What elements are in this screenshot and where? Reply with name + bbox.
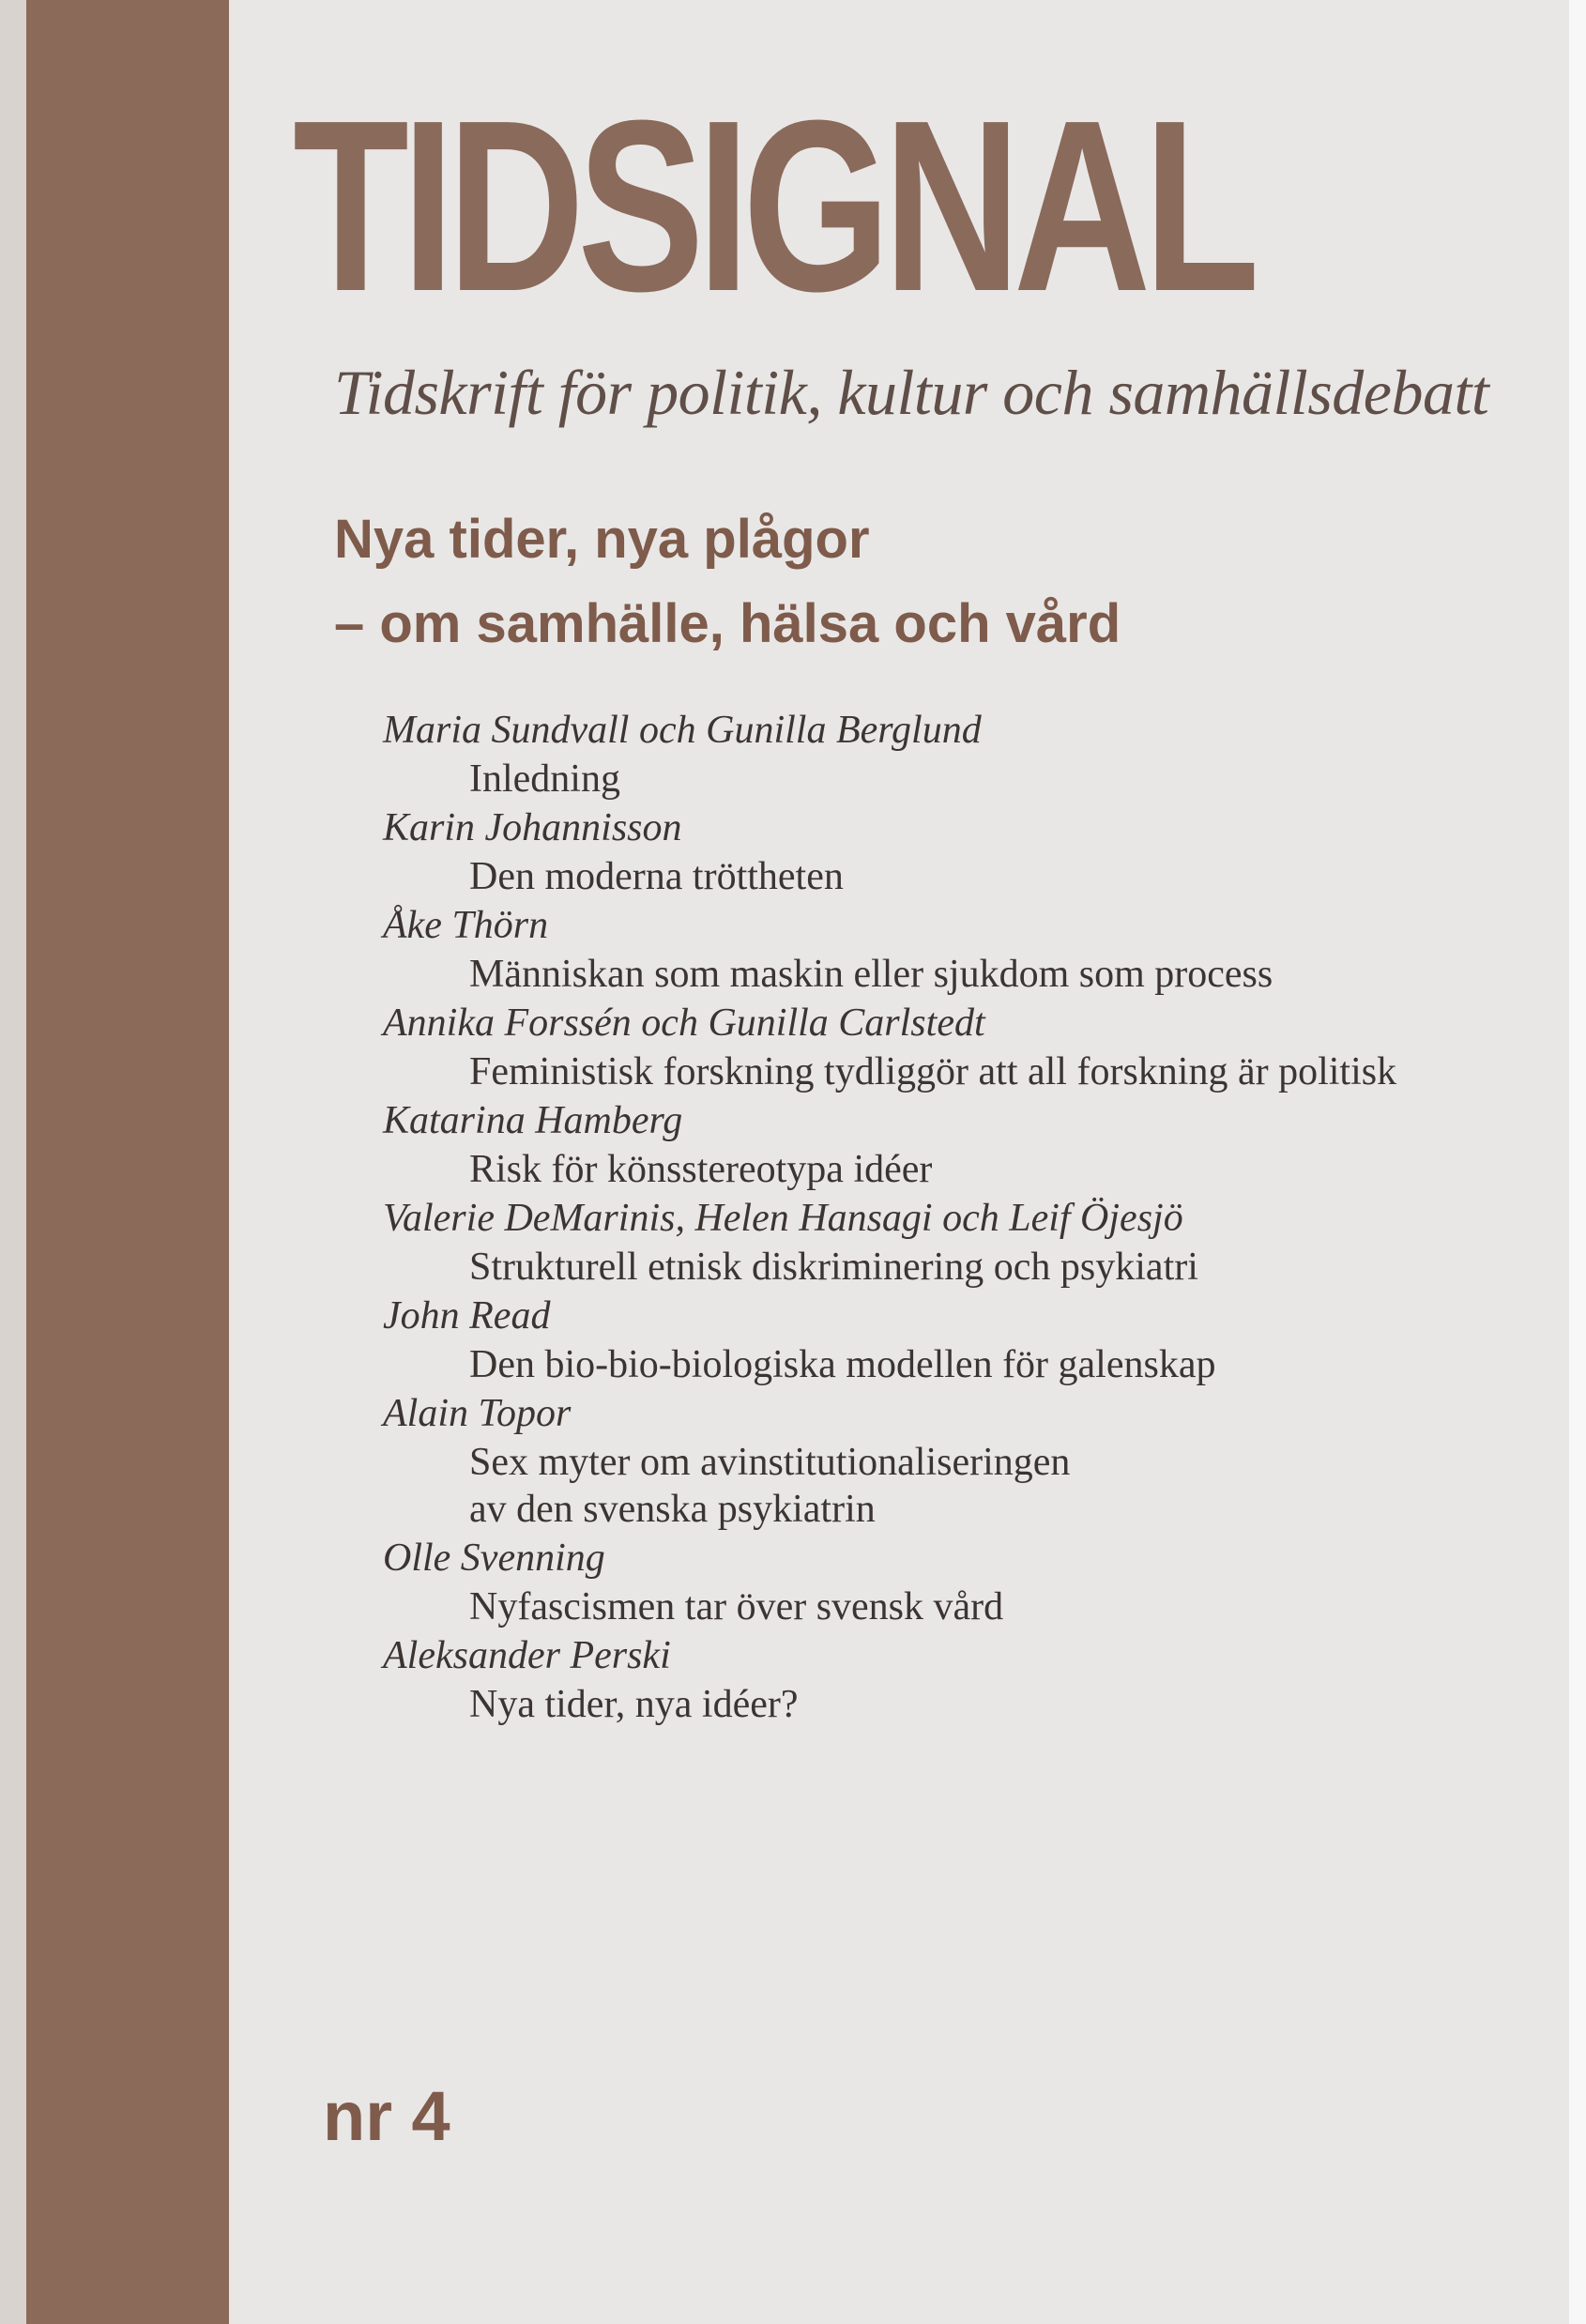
toc-entry <box>383 1194 1490 1292</box>
issue-theme-heading <box>334 497 1413 666</box>
cover-right-edge <box>1569 0 1586 2324</box>
masthead-tagline: Tidskrift för politik, kultur och samhällsdebatt <box>334 357 1489 428</box>
table-of-contents <box>383 706 1490 1729</box>
toc-title: Den moderna tröttheten <box>469 855 844 898</box>
toc-author: Annika Forssén och Gunilla Carlstedt <box>383 1001 985 1045</box>
toc-entry <box>383 901 1490 999</box>
toc-author: Åke Thörn <box>383 904 549 947</box>
toc-title: Den bio-bio-biologiska modellen för galenskap <box>469 1343 1216 1386</box>
toc-title: Människan som maskin eller sjukdom som process <box>469 953 1273 996</box>
toc-author: Valerie DeMarinis, Helen Hansagi och Leif Öjesjö <box>383 1197 1183 1240</box>
toc-author: Katarina Hamberg <box>383 1099 683 1142</box>
toc-title-continuation: av den svenska psykiatrin <box>469 1488 876 1531</box>
issue-number: nr 4 <box>323 2077 450 2155</box>
toc-author: Olle Svenning <box>383 1537 605 1580</box>
toc-entry <box>383 1096 1490 1194</box>
cover-left-edge <box>0 0 26 2324</box>
toc-entry <box>383 706 1490 803</box>
toc-title: Nyfascismen tar över svensk vård <box>469 1585 1004 1628</box>
issue-theme-line-2: – om samhälle, hälsa och vård <box>334 593 1121 654</box>
toc-title: Sex myter om avinstitutionaliseringen <box>469 1441 1071 1484</box>
toc-author: John Read <box>383 1294 551 1338</box>
toc-entry <box>383 999 1490 1096</box>
toc-entry <box>383 803 1490 901</box>
toc-entry <box>383 1389 1490 1534</box>
toc-author: Karin Johannisson <box>383 806 682 849</box>
toc-entry <box>383 1631 1490 1729</box>
toc-entry <box>383 1534 1490 1631</box>
cover-spine-band <box>26 0 229 2324</box>
masthead-title: TIDSIGNAL <box>293 70 1253 343</box>
toc-author: Maria Sundvall och Gunilla Berglund <box>383 709 982 752</box>
toc-entry <box>383 1292 1490 1389</box>
issue-theme-line-1: Nya tider, nya plågor <box>334 509 870 570</box>
toc-title: Strukturell etnisk diskriminering och psykiatri <box>469 1246 1198 1289</box>
toc-author: Aleksander Perski <box>383 1634 671 1677</box>
toc-title: Nya tider, nya idéer? <box>469 1683 799 1726</box>
toc-author: Alain Topor <box>383 1392 572 1435</box>
toc-title: Risk för könsstereotypa idéer <box>469 1148 933 1191</box>
toc-title: Inledning <box>469 757 620 801</box>
toc-title: Feministisk forskning tydliggör att all forskning är politisk <box>469 1050 1397 1093</box>
